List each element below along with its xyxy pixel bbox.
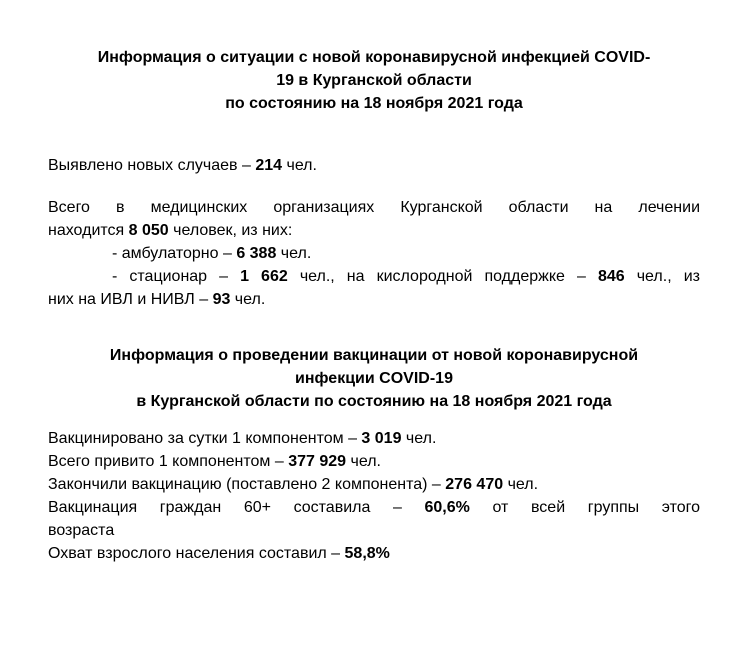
seniors-coverage-line-2: возраста xyxy=(48,522,115,539)
adult-coverage-line: Охват взрослого населения составил – 58,8% xyxy=(48,545,390,562)
treatment-total-line-1: Всего в медицинских организациях Курганской области на лечении xyxy=(48,199,700,216)
vaccination-title-line-3: в Курганской области по состоянию на 18 ноября 2021 года xyxy=(136,393,612,410)
vaccination-report-title xyxy=(48,344,700,413)
vaccinated-total-line: Всего привито 1 компонентом – 377 929 чел. xyxy=(48,453,381,470)
situation-report-title xyxy=(48,46,700,115)
vaccination-title-line-2: инфекции COVID-19 xyxy=(295,370,453,387)
treatment-total-line-2: находится 8 050 человек, из них: xyxy=(48,222,293,239)
vaccination-title-line-1: Информация о проведении вакцинации от новой коронавирусной xyxy=(109,347,639,364)
vaccination-completed-line: Закончили вакцинацию (поставлено 2 компонента) – 276 470 чел. xyxy=(48,476,539,493)
situation-title-line-1: Информация о ситуации с новой коронавирусной инфекцией COVID- xyxy=(97,49,651,66)
new-cases-line: Выявлено новых случаев – 214 чел. xyxy=(48,157,317,174)
inpatient-line-2: них на ИВЛ и НИВЛ – 93 чел. xyxy=(48,291,266,308)
inpatient-line-1: - стационар – 1 662 чел., на кислородной поддержке – 846 чел., из xyxy=(112,268,700,285)
treatment-total-paragraph xyxy=(48,196,700,311)
situation-title-line-3: по состоянию на 18 ноября 2021 года xyxy=(225,95,523,112)
situation-title-line-2: 19 в Курганской области xyxy=(276,72,472,89)
vaccination-stats-paragraph xyxy=(48,427,700,565)
outpatient-line: - амбулаторно – 6 388 чел. xyxy=(112,245,312,262)
vaccinated-daily-line: Вакцинировано за сутки 1 компонентом – 3 019 чел. xyxy=(48,430,437,447)
seniors-coverage-line-1: Вакцинация граждан 60+ составила – 60,6% от всей группы этого xyxy=(48,499,700,516)
